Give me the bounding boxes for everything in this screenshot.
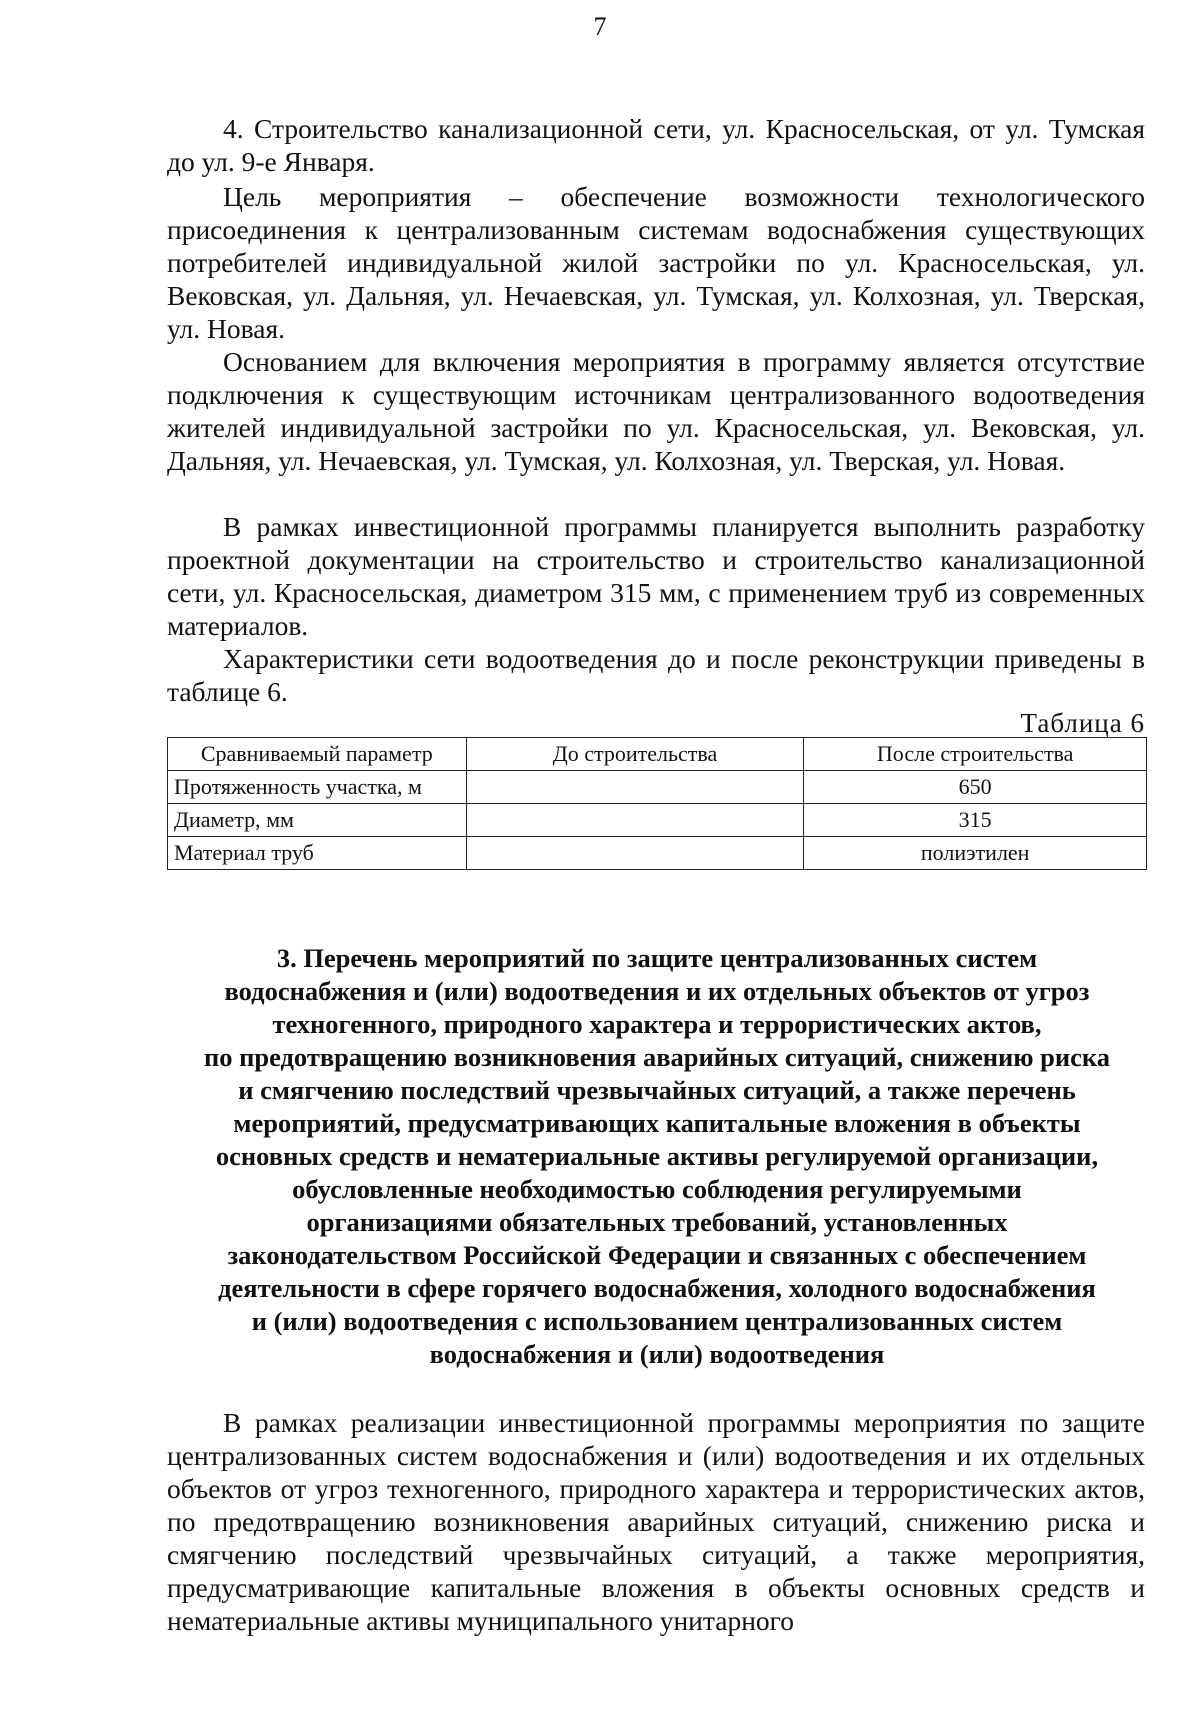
table-row <box>168 804 1147 837</box>
table-header-cell: Сравниваемый параметр <box>168 738 467 771</box>
section-heading-line: водоснабжения и (или) водоотведения и их отдельных объектов от угроз <box>224 976 1090 1006</box>
section-heading-line: организациями обязательных требований, установленных <box>306 1207 1008 1237</box>
section-heading-line: техногенного, природного характера и террористических актов, <box>272 1009 1042 1039</box>
paragraph-goal: Цель мероприятия – обеспечение возможности технологического присоединения к централизованным системам водоснабжения существующих потребителей индивидуальной жилой застройки по ул. Красносельская, ул. Вековская, ул. Дальняя, ул. Нечаевская, ул. Тумская, ул. Колхозная, ул. Тверская, ул. Новая. <box>167 181 1145 344</box>
table-cell-before <box>466 837 804 870</box>
section-heading-line: мероприятий, предусматривающих капитальные вложения в объекты <box>233 1108 1081 1138</box>
table-caption: Таблица 6 <box>1020 708 1145 738</box>
table-cell-before <box>466 771 804 804</box>
page-number: 7 <box>593 12 607 41</box>
characteristics-table <box>167 737 1147 870</box>
table-cell-parameter: Материал труб <box>168 837 467 870</box>
section-heading-line: водоснабжения и (или) водоотведения <box>429 1339 885 1369</box>
table-cell-after: 650 <box>804 771 1147 804</box>
table-row <box>168 837 1147 870</box>
table-cell-parameter: Диаметр, мм <box>168 804 467 837</box>
section-heading-line: основных средств и нематериальные активы регулируемой организации, <box>215 1141 1099 1171</box>
paragraph-item-4: 4. Строительство канализационной сети, ул. Красносельская, от ул. Тумская до ул. 9-е Января. <box>167 113 1145 177</box>
section-heading-line: 3. Перечень мероприятий по защите централизованных систем <box>276 943 1038 973</box>
table-header-cell: После строительства <box>804 738 1147 771</box>
section-heading-line: и смягчению последствий чрезвычайных ситуаций, а также перечень <box>238 1075 1076 1105</box>
section-heading <box>165 942 1149 1371</box>
table-header-cell: До строительства <box>466 738 804 771</box>
table-header-row <box>168 738 1147 771</box>
paragraph-section-body: В рамках реализации инвестиционной программы мероприятия по защите централизованных систем водоснабжения и (или) водоотведения и их отдельных объектов от угроз техногенного, природного характера и террористических актов, по предотвращению возникновения аварийных ситуаций, снижению риска и смягчению последствий чрезвычайных ситуаций, а также мероприятия, предусматривающие капитальные вложения в объекты основных средств и нематериальные активы муниципального унитарного <box>167 1407 1145 1636</box>
section-heading-line: по предотвращению возникновения аварийных ситуаций, снижению риска <box>203 1042 1111 1072</box>
table-cell-before <box>466 804 804 837</box>
paragraph-basis: Основанием для включения мероприятия в программу является отсутствие подключения к существующим источникам централизованного водоотведения жителей индивидуальной застройки по ул. Красносельская, ул. Вековская, ул. Дальняя, ул. Нечаевская, ул. Тумская, ул. Колхозная, ул. Тверская, ул. Новая. <box>167 346 1145 476</box>
table-cell-after: 315 <box>804 804 1147 837</box>
table-row <box>168 771 1147 804</box>
paragraph-characteristics: Характеристики сети водоотведения до и после реконструкции приведены в таблице 6. <box>167 643 1145 707</box>
section-heading-line: обусловленные необходимостью соблюдения регулируемыми <box>292 1174 1022 1204</box>
paragraph-plan: В рамках инвестиционной программы планируется выполнить разработку проектной документации на строительство и строительство канализационной сети, ул. Красносельская, диаметром 315 мм, с применением труб из современных материалов. <box>167 511 1145 641</box>
section-heading-line: законодательством Российской Федерации и связанных с обеспечением <box>227 1240 1087 1270</box>
table-cell-parameter: Протяженность участка, м <box>168 771 467 804</box>
section-heading-line: и (или) водоотведения с использованием централизованных систем <box>251 1306 1063 1336</box>
table-cell-after: полиэтилен <box>804 837 1147 870</box>
section-heading-line: деятельности в сфере горячего водоснабжения, холодного водоснабжения <box>218 1273 1096 1303</box>
